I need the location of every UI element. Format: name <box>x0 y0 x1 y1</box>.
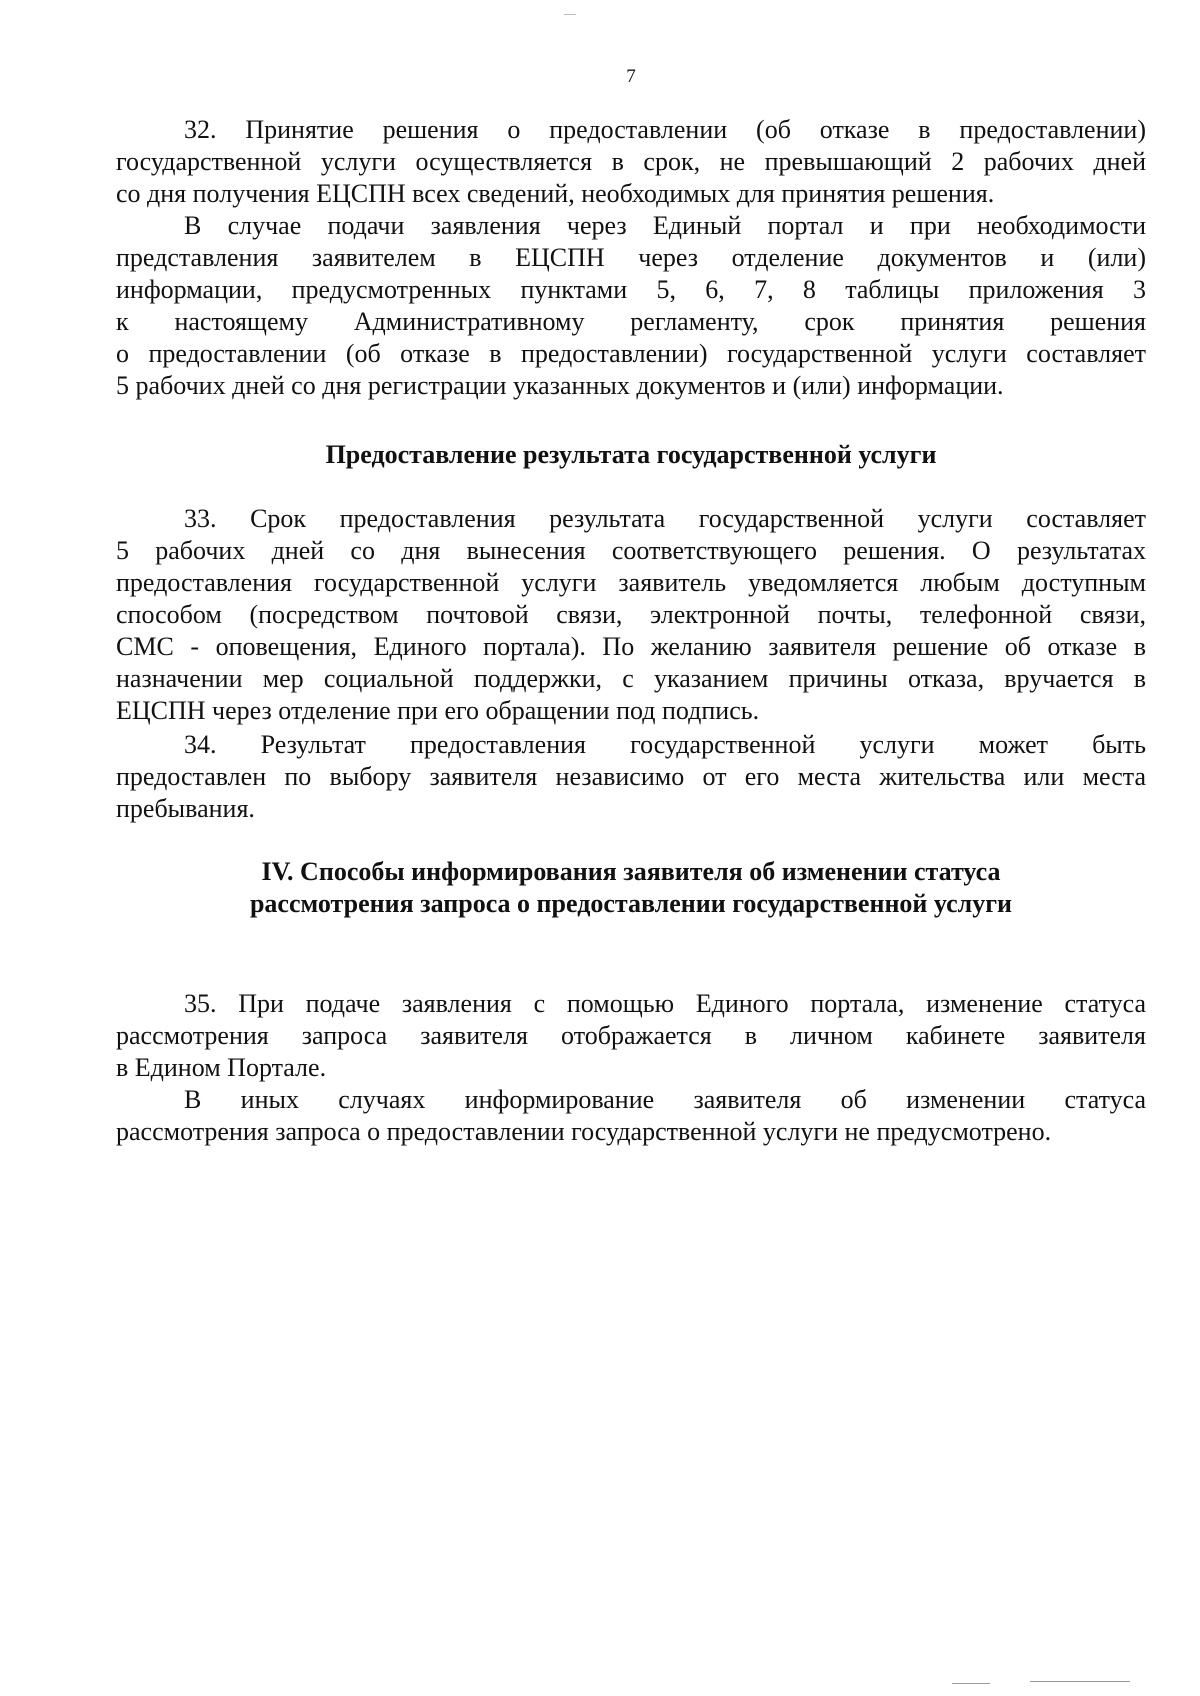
paragraph-line: ЕЦСПН через отделение при его обращении под подпись. <box>116 696 760 725</box>
section-heading-iv <box>116 856 1146 920</box>
section-heading-result <box>116 439 1146 471</box>
scan-mark-top <box>564 14 576 15</box>
paragraph-line: предоставления государственной услуги заявитель уведомляется любым доступным <box>116 568 1146 597</box>
paragraph-line: СМС - оповещения, Единого портала). По желанию заявителя решение об отказе в <box>116 632 1146 661</box>
paragraph-line: способом (посредством почтовой связи, электронной почты, телефонной связи, <box>116 600 1146 629</box>
paragraph-line: 33. Срок предоставления результата государственной услуги составляет <box>184 504 1146 533</box>
paragraph-line: 5 рабочих дней со дня регистрации указанных документов и (или) информации. <box>116 371 1004 400</box>
heading-text: Предоставление результата государственной услуги <box>325 440 937 469</box>
paragraph-line: пребывания. <box>116 794 255 823</box>
paragraph-line: 34. Результат предоставления государственной услуги может быть <box>184 730 1146 759</box>
paragraph-35-continuation <box>116 1084 1146 1148</box>
heading-line-1: IV. Способы информирования заявителя об изменении статуса <box>261 857 1001 886</box>
paragraph-line: со дня получения ЕЦСПН всех сведений, необходимых для принятия решения. <box>116 179 995 208</box>
paragraph-line: государственной услуги осуществляется в срок, не превышающий 2 рабочих дней <box>116 147 1146 176</box>
paragraph-line: в Едином Портале. <box>116 1053 327 1082</box>
paragraph-line: назначении мер социальной поддержки, с указанием причины отказа, вручается в <box>116 664 1146 693</box>
paragraph-line: рассмотрения запроса заявителя отображается в личном кабинете заявителя <box>116 1021 1146 1050</box>
paragraph-line: о предоставлении (об отказе в предоставлении) государственной услуги составляет <box>116 339 1146 368</box>
page-number: 7 <box>626 66 636 87</box>
paragraph-line: 35. При подаче заявления с помощью Единого портала, изменение статуса <box>184 989 1146 1018</box>
paragraph-35 <box>116 988 1146 1084</box>
scan-mark-bottom <box>952 1683 990 1684</box>
paragraph-line: информации, предусмотренных пунктами 5, 6, 7, 8 таблицы приложения 3 <box>116 275 1146 304</box>
paragraph-line: В иных случаях информирование заявителя об изменении статуса <box>184 1085 1146 1114</box>
paragraph-line: 32. Принятие решения о предоставлении (об отказе в предоставлении) <box>184 115 1146 144</box>
heading-line-2: рассмотрения запроса о предоставлении государственной услуги <box>249 889 1013 918</box>
paragraph-33 <box>116 503 1146 727</box>
paragraph-line: В случае подачи заявления через Единый портал и при необходимости <box>184 211 1146 240</box>
paragraph-line: представления заявителем в ЕЦСПН через отделение документов и (или) <box>116 243 1146 272</box>
paragraph-32-continuation <box>116 210 1146 402</box>
paragraph-line: к настоящему Административному регламенту, срок принятия решения <box>116 307 1146 336</box>
paragraph-32 <box>116 114 1146 210</box>
paragraph-line: 5 рабочих дней со дня вынесения соответствующего решения. О результатах <box>116 536 1146 565</box>
paragraph-34 <box>116 729 1146 825</box>
paragraph-line: рассмотрения запроса о предоставлении государственной услуги не предусмотрено. <box>116 1117 1052 1146</box>
scan-mark-bottom <box>1030 1681 1130 1682</box>
paragraph-line: предоставлен по выбору заявителя независимо от его места жительства или места <box>116 762 1146 791</box>
